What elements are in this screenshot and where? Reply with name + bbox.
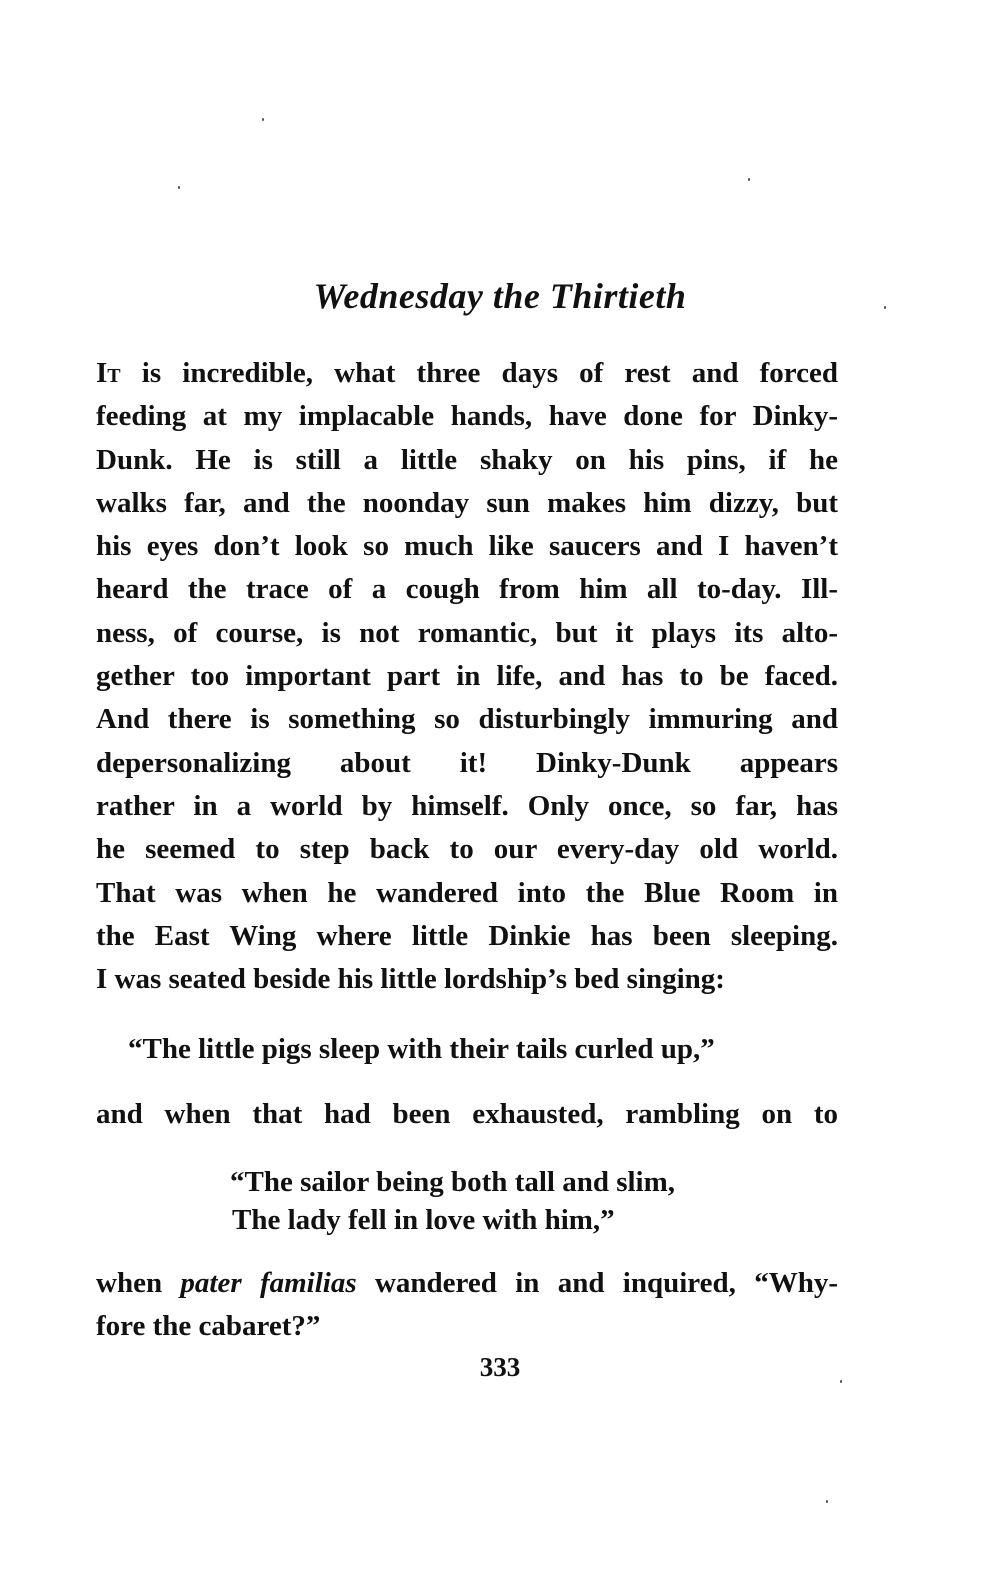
verse-line: “The sailor being both tall and slim, [230, 1166, 676, 1198]
body-paragraph [96, 352, 838, 1001]
scan-speck [826, 1500, 828, 1503]
body-line [96, 352, 838, 395]
body-line-text: is incredible, what three days of rest and forced [120, 357, 838, 389]
italic-phrase: pater familias [180, 1267, 357, 1299]
body-line: heard the trace of a cough from him all to-day. Ill- [96, 573, 838, 606]
body-line: That was when he wandered into the Blue Room in [96, 876, 838, 909]
body-line: depersonalizing about it! Dinky-Dunk appears [96, 746, 838, 779]
body-line: the East Wing where little Dinkie has been sleeping. [96, 919, 838, 952]
closing-line [96, 1262, 838, 1305]
body-line: And there is something so disturbingly immuring and [96, 703, 838, 736]
closing-post: wandered in and inquired, “Why- [356, 1267, 838, 1299]
bridge-paragraph [96, 1093, 838, 1136]
page-number: 333 [479, 1352, 521, 1382]
body-line: I was seated beside his little lordship’s bed singing: [96, 963, 725, 996]
body-line: gether too important part in life, and has to be faced. [96, 660, 838, 693]
chapter-title: Wednesday the Thirtieth [313, 276, 687, 316]
scan-speck [262, 118, 264, 121]
body-line: walks far, and the noonday sun makes him dizzy, but [96, 486, 838, 519]
body-line: rather in a world by himself. Only once, so far, has [96, 789, 838, 822]
body-line: his eyes don’t look so much like saucers and I haven’t [96, 530, 838, 563]
body-line: he seemed to step back to our every-day old world. [96, 833, 838, 866]
verse-block [230, 1163, 675, 1239]
bridge-line: and when that had been exhausted, rambling on to [96, 1098, 838, 1130]
quoted-song-line: “The little pigs sleep with their tails curled up,” [128, 1033, 715, 1065]
drop-word: It [96, 357, 121, 389]
closing-paragraph [96, 1262, 838, 1349]
verse-line: The lady fell in love with him,” [232, 1204, 615, 1236]
scan-speck [748, 178, 750, 181]
closing-pre: when [96, 1267, 181, 1299]
body-line: Dunk. He is still a little shaky on his pins, if he [96, 443, 838, 476]
body-line: feeding at my implacable hands, have done for Dinky- [96, 400, 838, 433]
scan-speck [178, 186, 180, 189]
closing-line: fore the cabaret?” [96, 1310, 321, 1343]
body-line: ness, of course, is not romantic, but it plays its alto- [96, 616, 838, 649]
